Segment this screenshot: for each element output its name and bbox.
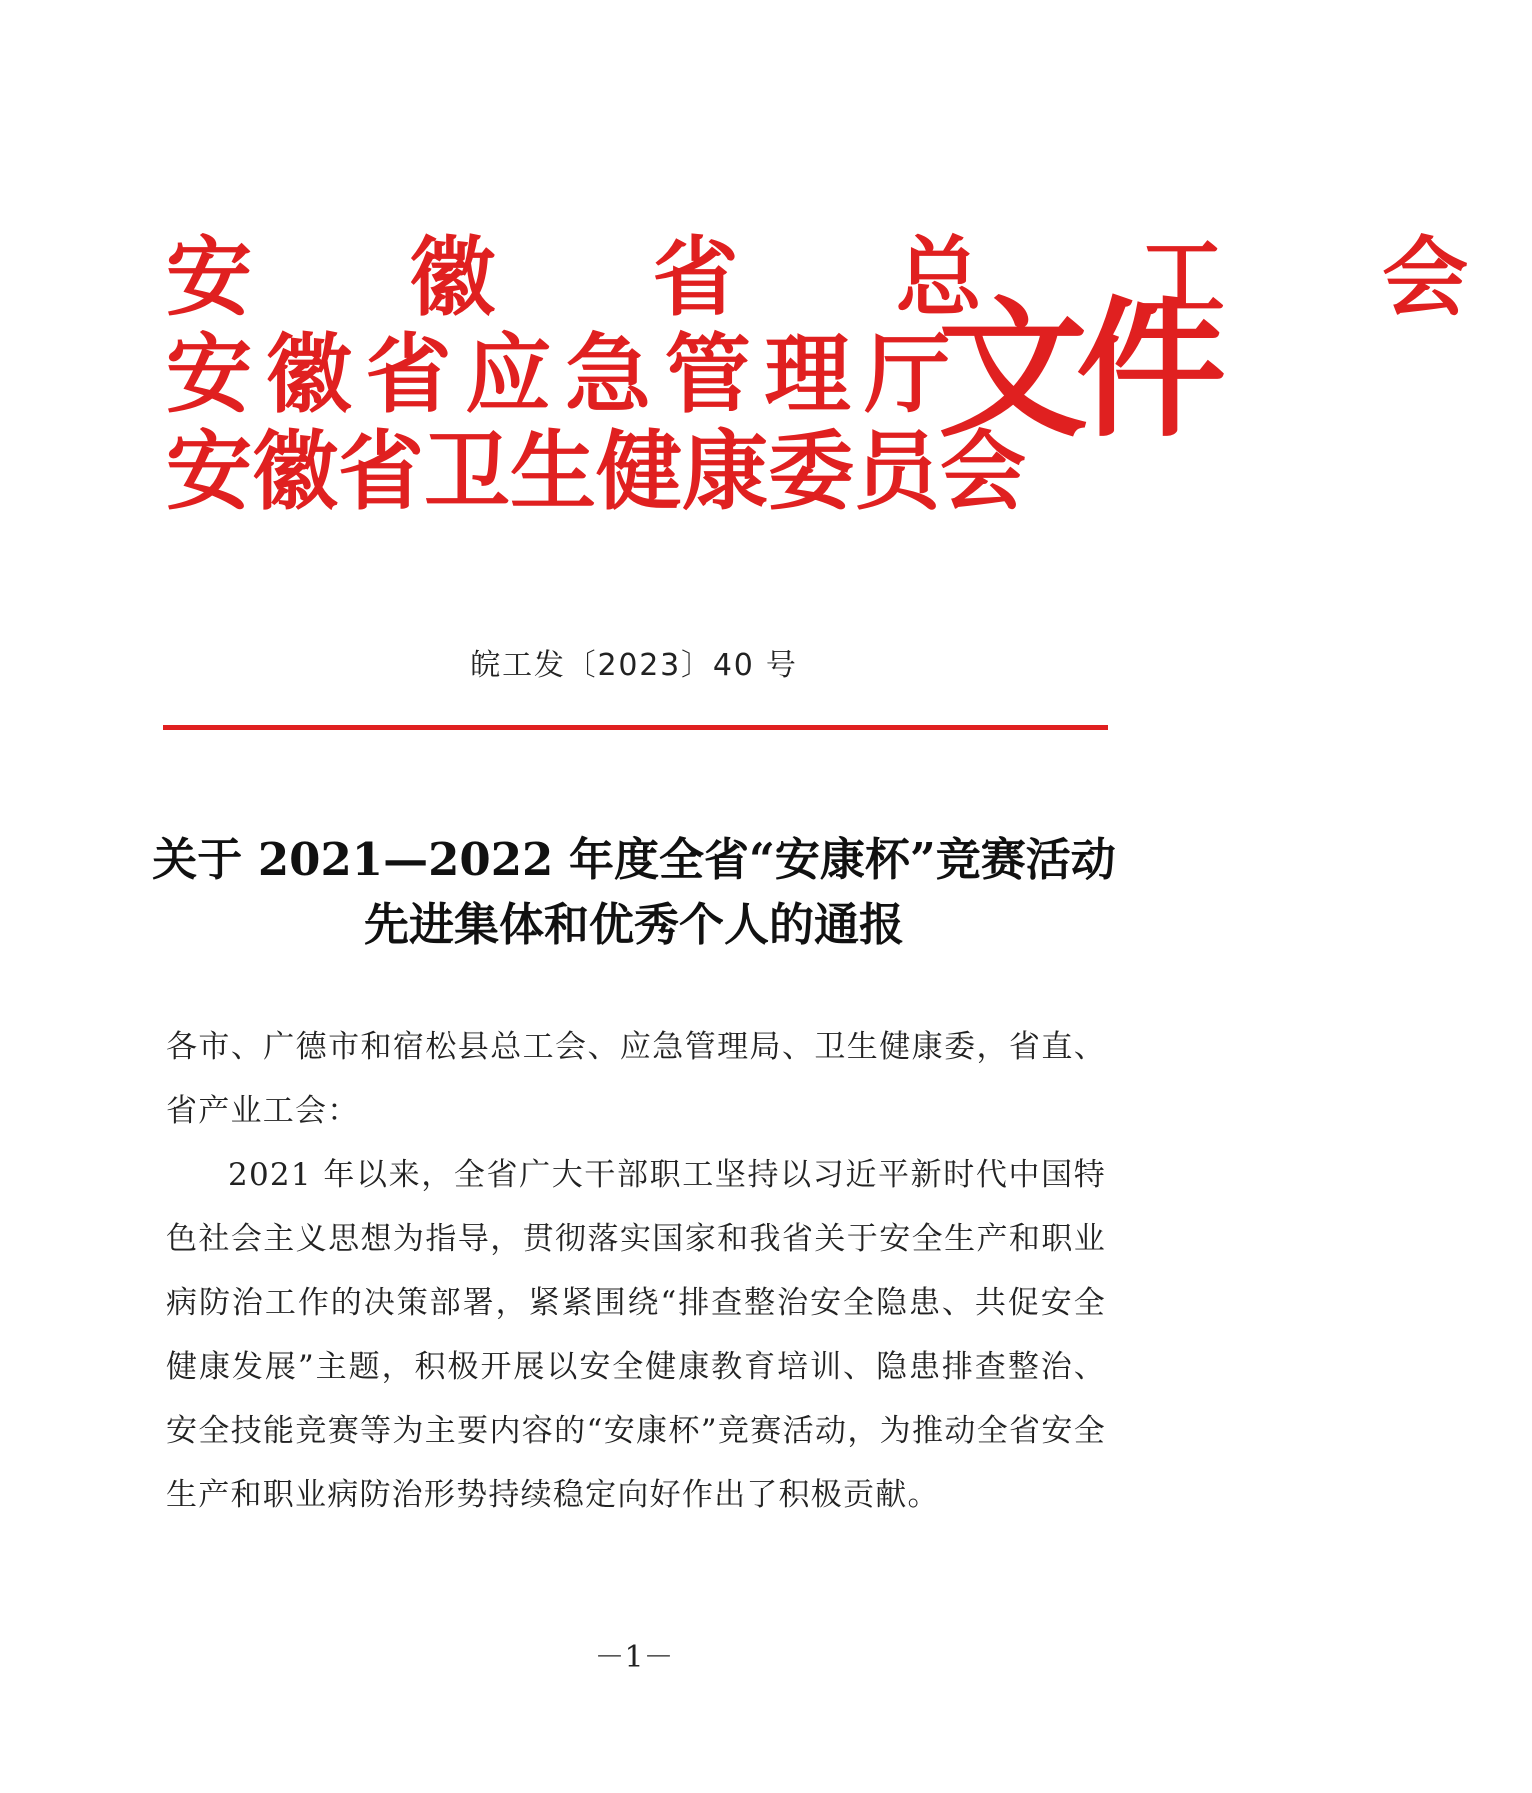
page-number: －1－: [594, 1640, 674, 1675]
document-type-label: 文件: [938, 282, 1215, 458]
red-header: [166, 227, 1532, 538]
issuer-federation-of-trade-unions: 安 徽 省 总 工 会: [166, 227, 1532, 328]
document-title-line-1: 关于 2021—2022 年度全省“安康杯”竞赛活动: [152, 833, 1116, 886]
document-number: 皖工发〔2023〕40 号: [470, 648, 798, 683]
document-title-line-2: 先进集体和优秀个人的通报: [363, 898, 904, 951]
issuer-emergency-management-department: 安徽省应急管理厅: [166, 324, 965, 425]
salutation: 各市、广德市和宿松县总工会、应急管理局、卫生健康委，省直、省产业工会：: [166, 1029, 1106, 1129]
issuer-health-commission: 安徽省卫生健康委员会: [166, 421, 1026, 522]
body-paragraph: 2021 年以来，全省广大干部职工坚持以习近平新时代中国特色社会主义思想为指导，贯彻落实国家和我省关于安全生产和职业病防治工作的决策部署，紧紧围绕“排查整治安全隐患、共促安全健康发展”主题，积极开展以安全健康教育培训、隐患排查整治、安全技能竞赛等为主要内容的“安康杯”竞赛活动，为推动全省安全生产和职业病防治形势持续稳定向好作出了积极贡献。: [166, 1157, 1106, 1513]
red-separator-line: [163, 725, 1108, 730]
